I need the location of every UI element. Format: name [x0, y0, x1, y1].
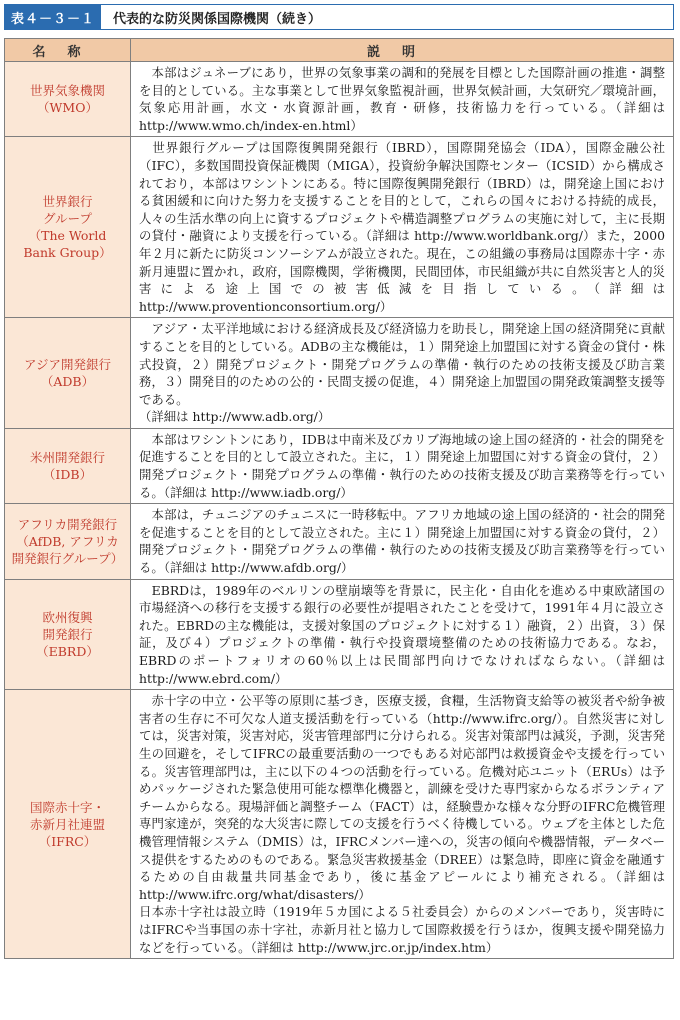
organizations-table [4, 38, 674, 959]
row-name-ebrd: 欧州復興 開発銀行 （EBRD） [5, 579, 131, 690]
table-row [5, 137, 674, 318]
row-name-idb: 米州開発銀行 （IDB） [5, 428, 131, 503]
row-desc-world-bank: 世界銀行グループは国際復興開発銀行（IBRD），国際開発協会（IDA），国際金融公社（IFC），多数国間投資保証機関（MIGA），投資紛争解決国際センター（ICSID）から構成されており，本部はワシントンにある。特に国際復興開発銀行（IBRD）は，開発途上国における貧困緩和に向けた努力を支援することを目的として，これらの国々における持続的成長，人々の生活水準の向上に資するプロジェクトや構造調整プログラムの実施に対して，主に長期の貸付・融資により支援を行っている。（詳細は http://www.worldbank.org/）また，2000年２月に新たに防災コンソーシアムが設立された。現在，この組織の事務局は国際赤十字・赤新月連盟に置かれ，政府，国際機関，学術機関，民間団体，市民組織が共に自然災害と人的災害による途上国での被害低減を目指している。（詳細は http://www.proventionconsortium.org/） [131, 137, 674, 318]
row-desc-wmo: 本部はジュネーブにあり，世界の気象事業の調和的発展を目標とした国際計画の推進・調整を目的としている。主な事業として世界気象監視計画，世界気候計画，大気研究／環境計画，気象応用計画，水文・水資源計画，教育・研修，技術協力を行っている。（詳細は http://www.wmo.ch/index-en.html） [131, 62, 674, 137]
row-name-wmo: 世界気象機関 （WMO） [5, 62, 131, 137]
table-title: 代表的な防災関係国際機関（続き） [113, 11, 322, 27]
row-desc-ebrd: EBRDは，1989年のベルリンの壁崩壊等を背景に，民主化・自由化を進める中東欧諸国の市場経済への移行を支援する銀行の必要性が提唱されたことを受けて，1991年４月に設立された。EBRDの主な機能は，支援対象国のプロジェクトに対する１）融資，２）出資，３）保証，及び４）プロジェクトの準備・執行や投資環境整備のための技術協力である。なお，EBRDのポートフォリオの60％以上は民間部門向けでなければならない。（詳細は http://www.ebrd.com/） [131, 579, 674, 690]
table-row [5, 62, 674, 137]
header-name: 名称 [5, 39, 131, 62]
row-name-afdb: アフリカ開発銀行 （AfDB, アフリカ 開発銀行グループ） [5, 504, 131, 579]
table-row [5, 318, 674, 429]
table-row [5, 504, 674, 579]
row-name-adb: アジア開発銀行 （ADB） [5, 318, 131, 429]
table-row [5, 690, 674, 959]
row-desc-afdb: 本部は，チュニジアのチュニスに一時移転中。アフリカ地域の途上国の経済的・社会的開発を促進することを目的として設立された。主に１）開発途上加盟国に対する資金の貸付，２）開発プロジェクト・開発プログラムの準備・執行のための技術支援及び助言業務等を行っている。（詳細は http://www.afdb.org/） [131, 504, 674, 579]
table-row [5, 428, 674, 503]
row-desc-ifrc: 赤十字の中立・公平等の原則に基づき，医療支援，食糧，生活物資支給等の被災者や紛争被害者の生存に不可欠な人道支援活動を行っている（http://www.ifrc.org/）。自然災害に対しては，災害対策，災害対応，災害管理部門に分けられる。災害対策部門は減災，予測，災害発生の回避を，そしてIFRCの最重要活動の一つでもある対応部門は救援資金や支援を行っている。災害管理部門は，主に以下の４つの活動を行っている。危機対応ユニット（ERUs）は予めパッケージされた緊急使用可能な標準化機器と，訓練を受けた専門家からなるボランティアチームからなる。現場評価と調整チーム（FACT）は，経験豊かな様々な分野のIFRC危機管理専門家達が，突発的な大災害に際しての支援を行うべく待機している。ウェブを主体とした危機管理情報システム（DMIS）は，IFRCメンバー達への，災害の傾向や機器情報，データベース提供をするためのものである。緊急災害救援基金（DREE）は緊急時，即座に資金を融通するための自由裁量共同基金であり，後に基金アピールにより補充される。（詳細は http://www.ifrc.org/what/disasters/） 日本赤十字社は設立時（1919年５カ国による５社委員会）からのメンバーであり，災害時にはIFRCや当事国の赤十字社，赤新月社と協力して国際救援を行うほか，復興支援や開発協力などを行っている。（詳細は http://www.jrc.or.jp/index.htm） [131, 690, 674, 959]
table-row [5, 579, 674, 690]
row-name-ifrc: 国際赤十字・ 赤新月社連盟 （IFRC） [5, 690, 131, 959]
table-number: 表４－３－１ [5, 5, 101, 29]
header-description: 説明 [131, 39, 674, 62]
row-name-world-bank: 世界銀行 グループ （The World Bank Group） [5, 137, 131, 318]
row-desc-idb: 本部はワシントンにあり，IDBは中南米及びカリブ海地域の途上国の経済的・社会的開発を促進することを目的として設立された。主に，１）開発途上加盟国に対する資金の貸付，２）開発プロジェクト・開発プログラムの準備・執行のための技術支援及び助言業務等を行っている。（詳細は http://www.iadb.org/） [131, 428, 674, 503]
table-title-bar [4, 4, 674, 30]
row-desc-adb: アジア・太平洋地域における経済成長及び経済協力を助長し，開発途上国の経済開発に貢献することを目的としている。ADBの主な機能は，１）開発途上加盟国に対する資金の貸付・株式投資，２）開発プロジェクト・開発プログラムの準備・執行のための技術支援及び助言業務，３）開発目的のための公的・民間支援の促進，４）開発途上加盟国の開発政策調整支援等である。 （詳細は http://www.adb.org/） [131, 318, 674, 429]
table-header-row [5, 39, 674, 62]
